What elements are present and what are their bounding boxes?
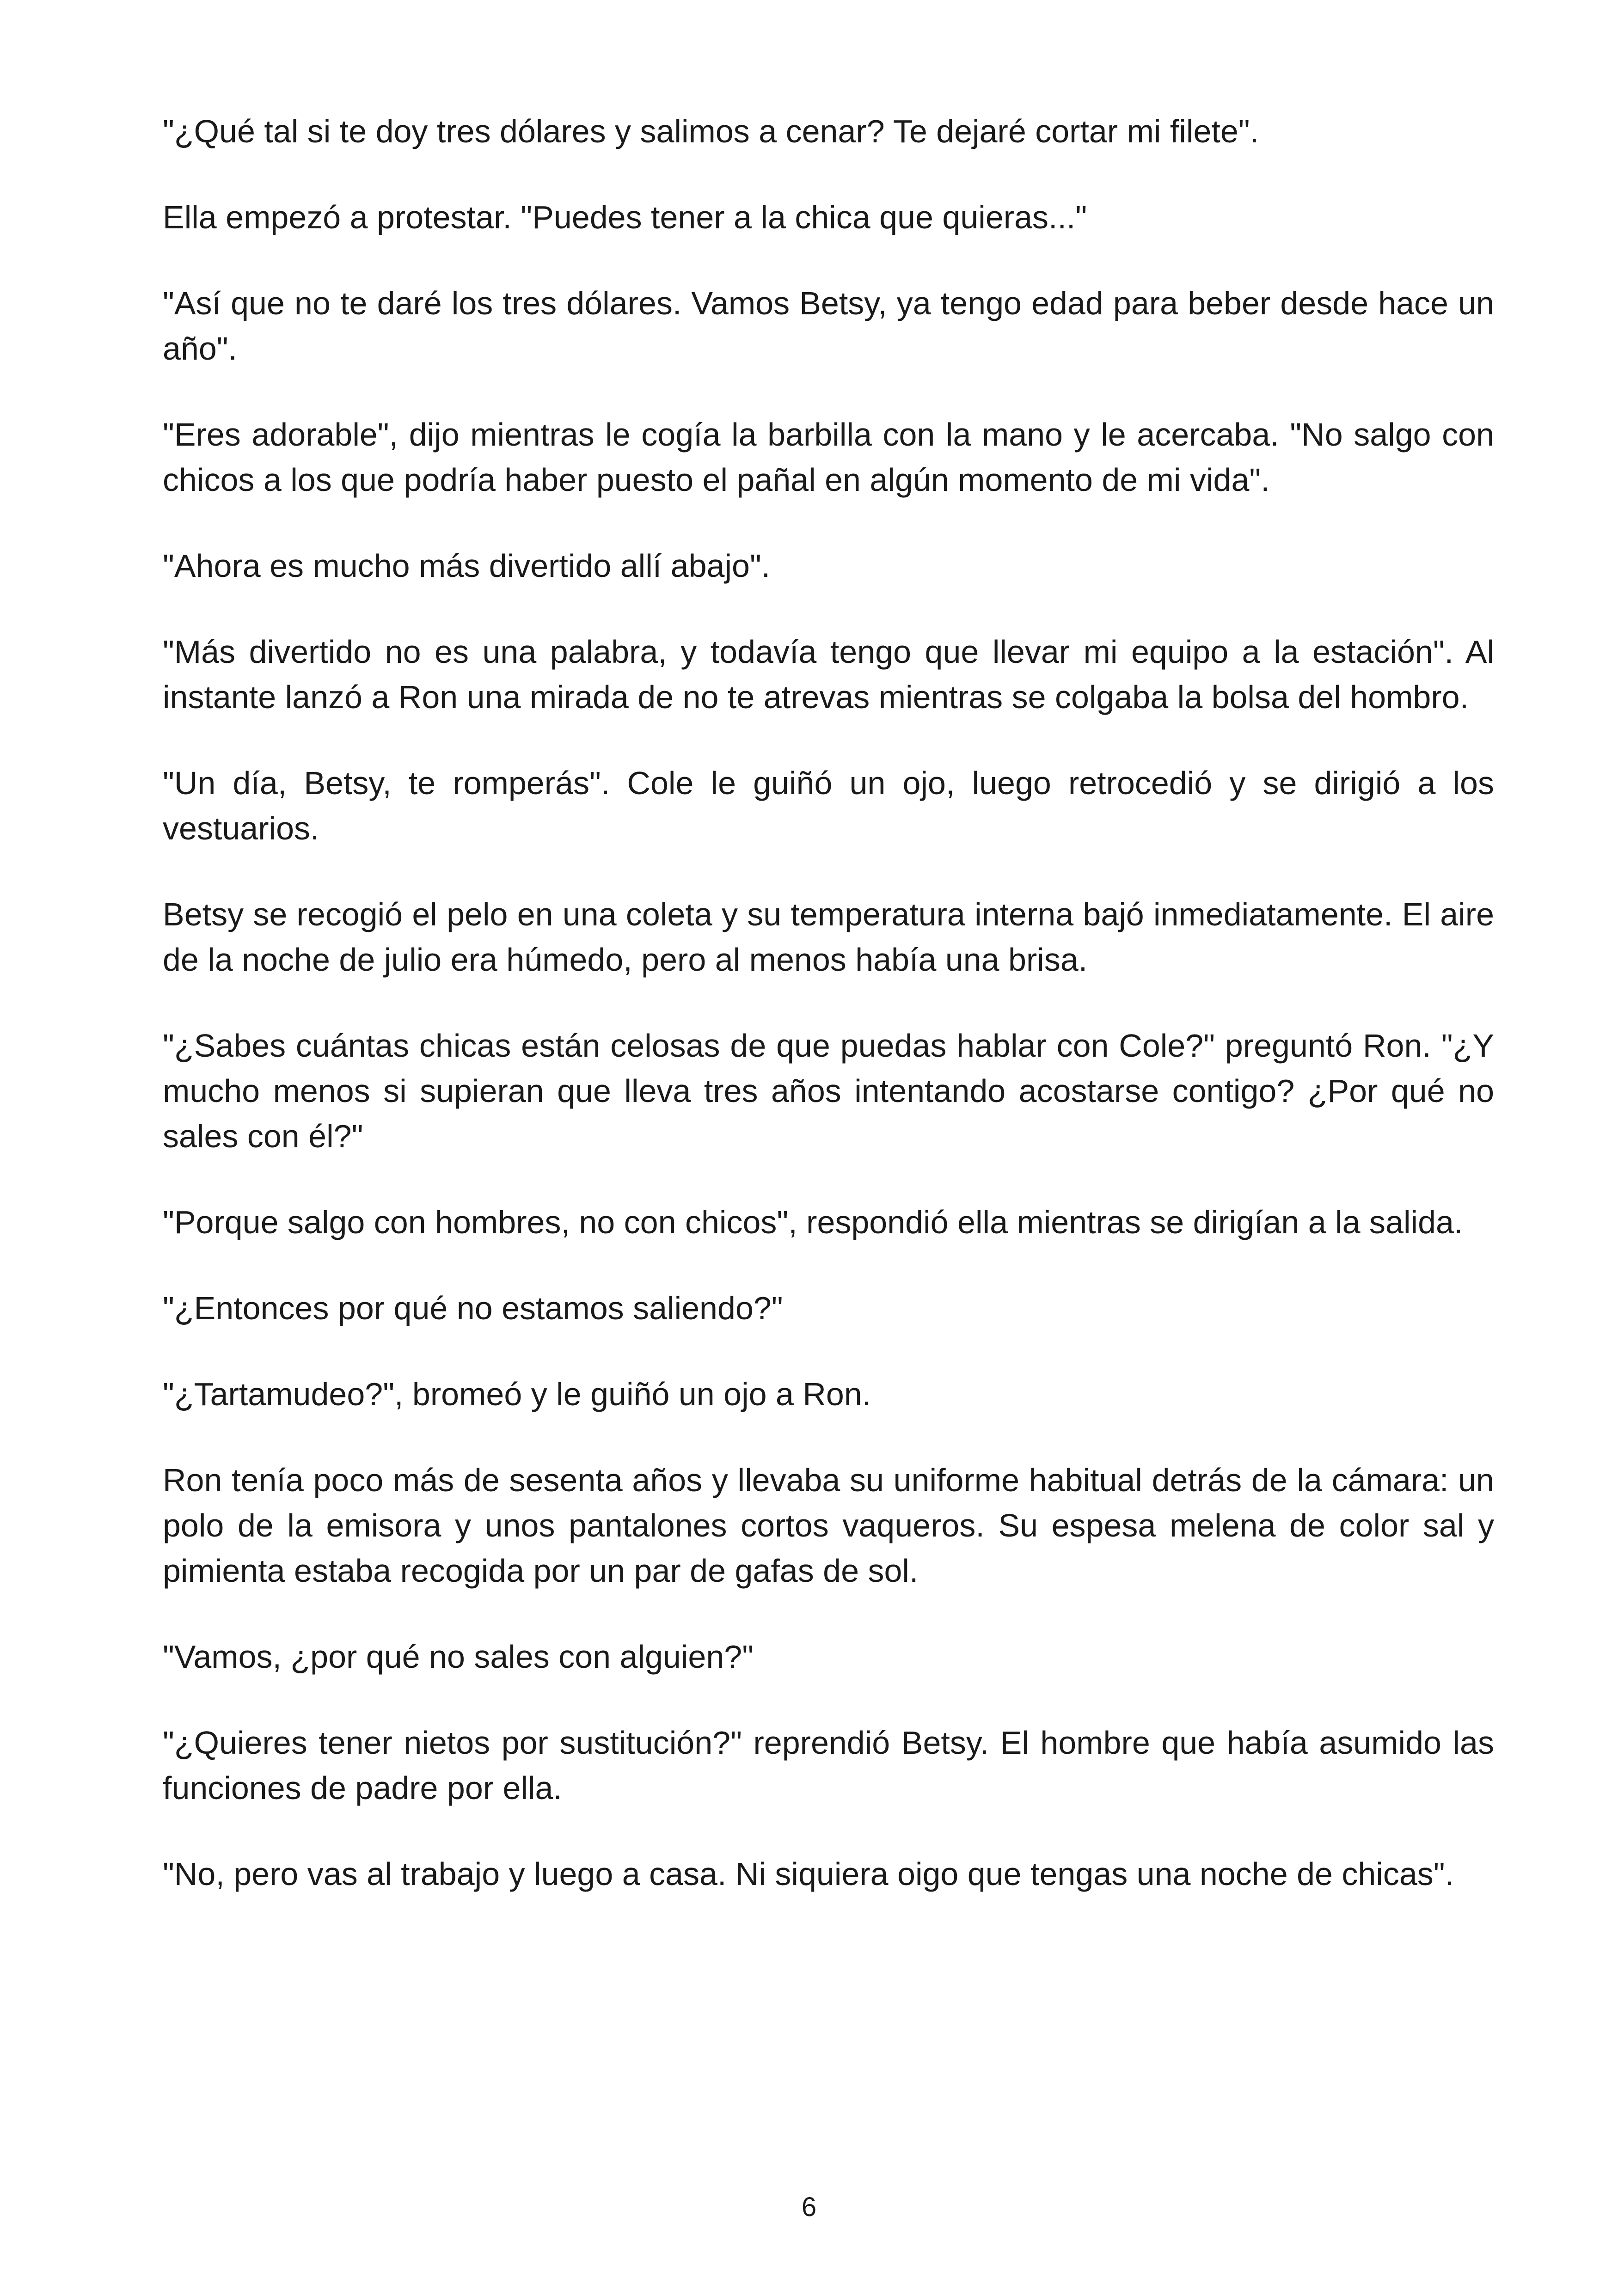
paragraph-5: "Ahora es mucho más divertido allí abajo". — [163, 548, 771, 584]
paragraph-2: Ella empezó a protestar. "Puedes tener a la chica que quieras..." — [163, 199, 1087, 235]
paragraph-6: "Más divertido no es una palabra, y todavía tengo que llevar mi equipo a la estación". Al instante lanzó a Ron una mirada de no te atrevas mientras se colgaba la bolsa del hombro. — [163, 634, 1494, 715]
paragraph-10: "Porque salgo con hombres, no con chicos", respondió ella mientras se dirigían a la salida. — [163, 1204, 1463, 1240]
paragraph-16: "No, pero vas al trabajo y luego a casa. Ni siquiera oigo que tengas una noche de chicas". — [163, 1856, 1454, 1892]
paragraph-8: Betsy se recogió el pelo en una coleta y su temperatura interna bajó inmediatamente. El aire de la noche de julio era húmedo, pero al menos había una brisa. — [163, 896, 1494, 978]
paragraph-11: "¿Entonces por qué no estamos saliendo?" — [163, 1290, 783, 1326]
paragraph-9: "¿Sabes cuántas chicas están celosas de que puedas hablar con Cole?" preguntó Ron. "¿Y mucho menos si supieran que lleva tres años intentando acostarse contigo? ¿Por qué no sales con él?" — [163, 1028, 1494, 1154]
paragraph-3: "Así que no te daré los tres dólares. Vamos Betsy, ya tengo edad para beber desde hace un año". — [163, 285, 1494, 367]
paragraph-14: "Vamos, ¿por qué no sales con alguien?" — [163, 1639, 754, 1675]
paragraph-4: "Eres adorable", dijo mientras le cogía la barbilla con la mano y le acercaba. "No salgo con chicos a los que podría haber puesto el pañal en algún momento de mi vida". — [163, 416, 1494, 498]
paragraph-7: "Un día, Betsy, te romperás". Cole le guiñó un ojo, luego retrocedió y se dirigió a los vestuarios. — [163, 765, 1494, 846]
paragraph-12: "¿Tartamudeo?", bromeó y le guiñó un ojo a Ron. — [163, 1376, 871, 1412]
body-text — [163, 109, 1494, 1937]
paragraph-13: Ron tenía poco más de sesenta años y llevaba su uniforme habitual detrás de la cámara: un polo de la emisora y unos pantalones cortos vaqueros. Su espesa melena de color sal y pimienta estaba recogida por un par de gafas de sol. — [163, 1462, 1494, 1589]
page-number: 6 — [801, 2192, 817, 2222]
paragraph-15: "¿Quieres tener nietos por sustitución?" reprendió Betsy. El hombre que había asumido las funciones de padre por ella. — [163, 1725, 1494, 1806]
paragraph-1: "¿Qué tal si te doy tres dólares y salimos a cenar? Te dejaré cortar mi filete". — [163, 113, 1259, 149]
